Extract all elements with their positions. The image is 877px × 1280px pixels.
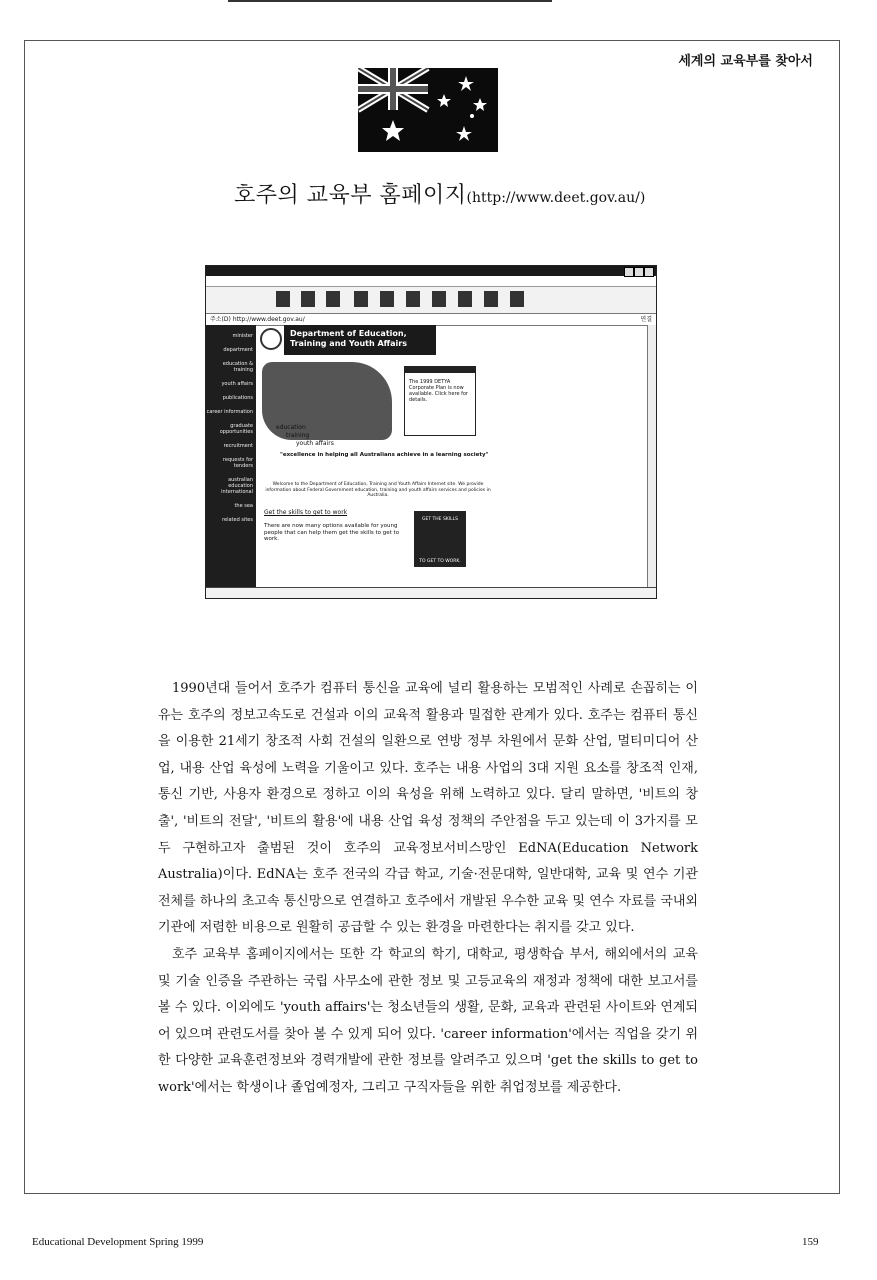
mail-icon <box>484 291 498 307</box>
skills-banner <box>414 511 466 567</box>
tagword: education <box>276 424 306 431</box>
sidebar-item: education & training <box>222 361 253 373</box>
australian-flag-image <box>358 68 498 152</box>
browser-statusbar <box>206 587 656 598</box>
site-header: Department of Education, Training and Youth Affairs <box>284 325 436 355</box>
page-number: 159 <box>802 1236 819 1248</box>
history-icon <box>458 291 472 307</box>
section-tag: 세계의 교육부를 찾아서 <box>678 54 813 69</box>
print-icon <box>510 291 524 307</box>
headline-title: 호주의 교육부 홈페이지 <box>234 183 467 208</box>
footer-publication: Educational Development Spring 1999 <box>32 1236 204 1248</box>
top-rule <box>228 0 552 2</box>
browser-menubar <box>206 276 656 287</box>
article-body <box>158 676 698 1102</box>
refresh-icon <box>354 291 368 307</box>
skills-banner-bottom: TO GET TO WORK. <box>419 559 461 564</box>
search-icon <box>406 291 420 307</box>
paragraph: 1990년대 들어서 호주가 컴퓨터 통신을 교육에 널리 활용하는 모범적인 사례로 손꼽히는 이유는 호주의 정보고속도로 건설과 이의 교육적 활용과 밀접한 관계가 있다. 호주는 컴퓨터 통신을 이용한 21세기 창조적 사회 건설의 일환으로 연방 정부 차원에서 문화 산업, 멀티미디어 산업, 내용 산업 육성에 노력을 기울이고 있다. 호주는 내용 사업의 3대 지원 요소를 창조적 인재, 통신 기반, 사용자 환경으로 정하고 이의 육성을 위해 노력하고 있다. 달리 말하면, '비트의 창출', '비트의 전달', '비트의 활용'에 내용 산업 육성 정책의 주안점을 두고 있는데 이 3가지를 모두 구현하고자 출범된 것이 호주의 교육정보서비스망인 EdNA(Education Network Australia)이다. EdNA는 호주 전국의 각급 학교, 기술·전문대학, 일반대학, 교육 및 연수 기관 전체를 하나의 초고속 통신망으로 연결하고 호주에서 개발된 우수한 교육 및 연수 자료를 국내외 기관에 저렴한 비용으로 원활히 공급할 수 있는 환경을 마련한다는 취지를 갖고 있다. <box>158 681 698 936</box>
browser-scrollbar <box>647 325 656 587</box>
forward-icon <box>301 291 315 307</box>
go-label: 연결 <box>640 316 652 323</box>
skills-link: Get the skills to get to work <box>264 509 348 516</box>
browser-toolbar <box>206 287 656 314</box>
sidebar-item: recruitment <box>223 443 253 449</box>
address-label: 주소(D) <box>210 316 231 323</box>
tagword: youth affairs <box>296 440 334 447</box>
tagword: training <box>286 432 310 439</box>
welcome-text: Welcome to the Department of Education, Training and Youth Affairs Internet site. We provide information about Federal Government education, training and youth affairs services and policies in Australia. <box>265 482 491 498</box>
skills-banner-top: GET THE SKILLS <box>422 517 458 522</box>
headline-url: (http://www.deet.gov.au/) <box>466 190 646 206</box>
sidebar-item: publications <box>222 395 253 401</box>
maximize-icon <box>634 267 644 277</box>
paragraph: 호주 교육부 홈페이지에서는 또한 각 학교의 학기, 대학교, 평생학습 부서, 해외에서의 교육 및 기술 인증을 주관하는 국립 사무소에 관한 정보 및 고등교육의 재정과 정책에 대한 보고서를 볼 수 있다. 이외에도 'youth affairs'는 청소년들의 생활, 문화, 교육과 관련된 사이트와 연계되어 있으며 관련도서를 찾아 볼 수 있게 되어 있다. 'career information'에서는 직업을 갖기 위한 다양한 교육훈련정보와 경력개발에 관한 정보를 알려주고 있으며 'get the skills to get to work'에서는 학생이나 졸업예정자, 그리고 구직자들을 위한 취업정보를 제공한다. <box>158 946 698 1095</box>
skills-body: There are now many options available for young people that can help them get the skills to get to work. <box>264 523 400 542</box>
close-icon <box>644 267 654 277</box>
sidebar-item: department <box>223 347 253 353</box>
favorites-icon <box>432 291 446 307</box>
headline <box>234 178 645 209</box>
site-tagline: "excellence in helping all Australians achieve in a learning society" <box>280 452 489 458</box>
site-tagwords <box>276 424 334 448</box>
browser-titlebar <box>206 266 656 276</box>
crest-logo-icon <box>260 328 282 350</box>
promo-box: The 1999 DETYA Corporate Plan is now available. Click here for details. <box>404 366 476 436</box>
sidebar-item: youth affairs <box>221 381 253 387</box>
sidebar-item: graduate opportunities <box>219 423 253 435</box>
sidebar-item: career information <box>206 409 253 415</box>
sidebar-item: australian education international <box>221 477 253 495</box>
stop-icon <box>326 291 340 307</box>
home-icon <box>380 291 394 307</box>
site-sidebar <box>206 325 256 587</box>
sidebar-item: the sea <box>234 503 253 509</box>
address-value: http://www.deet.gov.au/ <box>232 316 305 323</box>
browser-screenshot <box>205 265 657 599</box>
sidebar-item: requests for tenders <box>222 457 253 469</box>
sidebar-item: minister <box>232 333 253 339</box>
back-icon <box>276 291 290 307</box>
sidebar-item: related sites <box>222 517 253 523</box>
minimize-icon <box>624 267 634 277</box>
